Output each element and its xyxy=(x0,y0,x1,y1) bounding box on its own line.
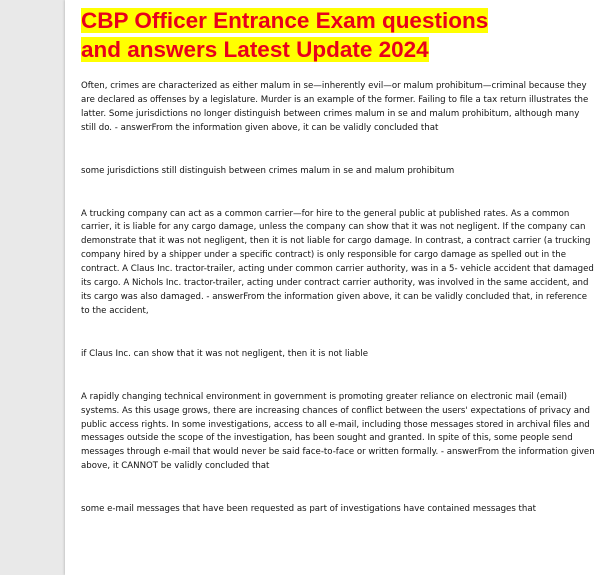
document-body xyxy=(81,80,596,517)
question-1: Often, crimes are characterized as either malum in se—inherently evil—or malum prohibitum—criminal because they are declared as offenses by a legislature. Murder is an example of the former. Failing to file a tax return illustrates the latter. Some jurisdictions no longer distinguish between crimes malum in se and malum prohibitum, although many still do. - answerFrom the information given above, it can be validly concluded that xyxy=(81,81,589,133)
answer-2: if Claus Inc. can show that it was not negligent, then it is not liable xyxy=(81,348,369,359)
document-page xyxy=(65,0,612,575)
answer-1: some jurisdictions still distinguish between crimes malum in se and malum prohibitum xyxy=(81,165,455,176)
question-3: A rapidly changing technical environment in government is promoting greater reliance on electronic mail (email) systems. As this usage grows, there are increasing chances of conflict between the users' expectations of privacy and public access rights. In some investigations, access to all e-mail, including those messages stored in archival files and messages outside the scope of the investigation, has been sought and granted. In spite of this, some people send messages through e-mail that would never be said face-to-face or written formally. - answerFrom the information given above, it CANNOT be validly concluded that xyxy=(81,391,595,472)
answer-3: some e-mail messages that have been requested as part of investigations have contained messages that xyxy=(81,504,536,515)
document-title-text: CBP Officer Entrance Exam questions and answers Latest Update 2024 xyxy=(81,8,489,62)
document-title xyxy=(81,6,516,64)
question-2: A trucking company can act as a common carrier—for hire to the general public at published rates. As a common carrier, it is liable for any cargo damage, unless the company can show that it was not negligent. If the company can demonstrate that it was not negligent, then it is not liable for cargo damage. In contrast, a contract carrier (a trucking company hired by a shipper under a specific contract) is only responsible for cargo damage as spelled out in the contract. A Claus Inc. tractor-trailer, acting under common carrier authority, was in a 5- vehicle accident that damaged its cargo. A Nichols Inc. tractor-trailer, acting under contract carrier authority, was involved in the same accident, and its cargo was also damaged. - answerFrom the information given above, it can be validly concluded that, in reference to the accident, xyxy=(81,208,594,316)
